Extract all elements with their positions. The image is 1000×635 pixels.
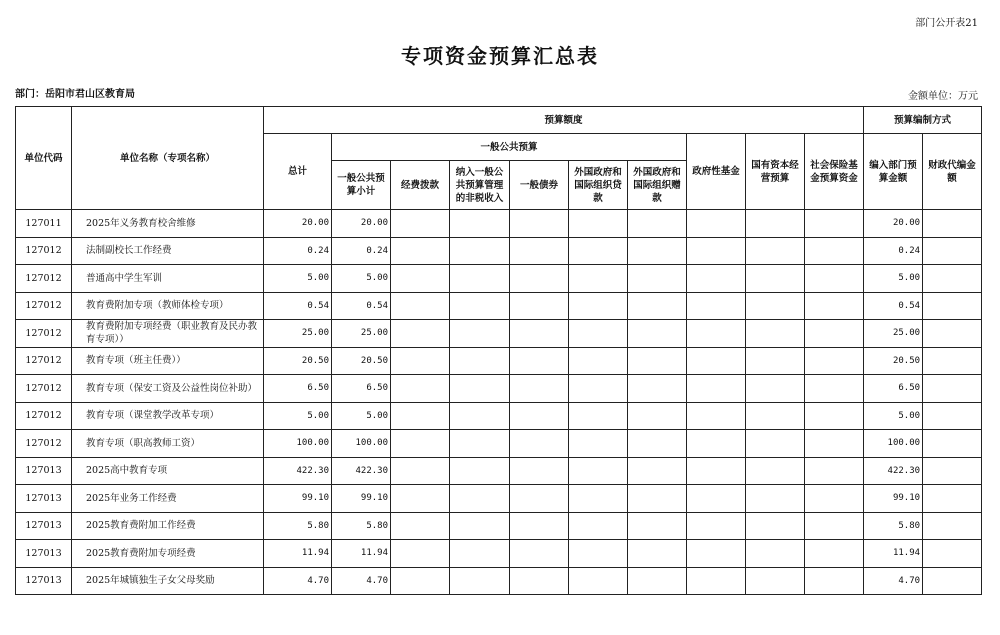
cell-total: 5.00 [264, 402, 332, 430]
cell-appropriation [391, 265, 450, 293]
cell-unit-name: 2025年城镇独生子女父母奖励 [72, 567, 264, 595]
cell-nontax-income [450, 567, 510, 595]
cell-social-insurance [805, 292, 864, 320]
cell-social-insurance [805, 457, 864, 485]
cell-foreign-grants [628, 485, 687, 513]
page-title: 专项资金预算汇总表 [401, 44, 599, 68]
cell-nontax-income [450, 402, 510, 430]
cell-gov-fund [687, 430, 746, 458]
cell-state-capital [746, 485, 805, 513]
cell-finance-agency [923, 457, 982, 485]
cell-general-debt [510, 320, 569, 348]
cell-social-insurance [805, 265, 864, 293]
cell-dept-budget: 0.24 [864, 237, 923, 265]
cell-gov-fund [687, 457, 746, 485]
cell-general-debt [510, 430, 569, 458]
cell-social-insurance [805, 430, 864, 458]
cell-social-insurance [805, 512, 864, 540]
table-row [16, 567, 982, 595]
header-foreign-grants: 外国政府和国际组织赠款 [628, 161, 687, 210]
cell-unit-code: 127012 [16, 320, 72, 348]
cell-gpb-subtotal: 4.70 [332, 567, 391, 595]
cell-foreign-grants [628, 512, 687, 540]
cell-nontax-income [450, 485, 510, 513]
cell-unit-code: 127012 [16, 265, 72, 293]
cell-state-capital [746, 210, 805, 238]
cell-gpb-subtotal: 20.50 [332, 347, 391, 375]
cell-foreign-loans [569, 210, 628, 238]
cell-finance-agency [923, 430, 982, 458]
cell-gpb-subtotal: 5.00 [332, 265, 391, 293]
cell-social-insurance [805, 347, 864, 375]
cell-finance-agency [923, 210, 982, 238]
cell-appropriation [391, 320, 450, 348]
cell-unit-code: 127012 [16, 430, 72, 458]
cell-foreign-loans [569, 512, 628, 540]
cell-general-debt [510, 512, 569, 540]
cell-foreign-loans [569, 567, 628, 595]
cell-total: 4.70 [264, 567, 332, 595]
cell-social-insurance [805, 237, 864, 265]
cell-unit-name: 普通高中学生军训 [72, 265, 264, 293]
cell-foreign-grants [628, 540, 687, 568]
cell-total: 100.00 [264, 430, 332, 458]
cell-gov-fund [687, 512, 746, 540]
cell-foreign-grants [628, 567, 687, 595]
cell-unit-name: 教育费附加专项经费（职业教育及民办教育专项）） [72, 320, 264, 348]
cell-social-insurance [805, 375, 864, 403]
cell-total: 20.00 [264, 210, 332, 238]
table-row [16, 237, 982, 265]
cell-foreign-loans [569, 540, 628, 568]
cell-finance-agency [923, 402, 982, 430]
cell-foreign-loans [569, 457, 628, 485]
cell-state-capital [746, 540, 805, 568]
header-unit-name: 单位名称（专项名称） [72, 107, 264, 210]
cell-total: 25.00 [264, 320, 332, 348]
table-row [16, 347, 982, 375]
cell-unit-code: 127012 [16, 347, 72, 375]
amount-unit-label: 金额单位：万元 [908, 91, 978, 102]
cell-finance-agency [923, 320, 982, 348]
header-appropriation: 经费拨款 [391, 161, 450, 210]
cell-nontax-income [450, 292, 510, 320]
cell-finance-agency [923, 237, 982, 265]
cell-total: 5.80 [264, 512, 332, 540]
cell-state-capital [746, 237, 805, 265]
cell-state-capital [746, 402, 805, 430]
cell-dept-budget: 4.70 [864, 567, 923, 595]
cell-general-debt [510, 237, 569, 265]
cell-gpb-subtotal: 99.10 [332, 485, 391, 513]
cell-finance-agency [923, 567, 982, 595]
cell-state-capital [746, 430, 805, 458]
cell-appropriation [391, 567, 450, 595]
cell-nontax-income [450, 320, 510, 348]
cell-foreign-loans [569, 375, 628, 403]
header-total: 总计 [264, 134, 332, 210]
header-general-public-budget: 一般公共预算 [332, 134, 687, 161]
cell-general-debt [510, 567, 569, 595]
cell-dept-budget: 5.00 [864, 265, 923, 293]
cell-gov-fund [687, 375, 746, 403]
cell-foreign-loans [569, 292, 628, 320]
table-row [16, 320, 982, 348]
cell-dept-budget: 11.94 [864, 540, 923, 568]
header-budget-amount: 预算额度 [264, 107, 864, 134]
cell-nontax-income [450, 457, 510, 485]
cell-general-debt [510, 485, 569, 513]
cell-gov-fund [687, 265, 746, 293]
cell-state-capital [746, 375, 805, 403]
cell-unit-code: 127012 [16, 375, 72, 403]
table-row [16, 375, 982, 403]
cell-appropriation [391, 512, 450, 540]
cell-appropriation [391, 292, 450, 320]
page-label: 部门公开表21 [915, 18, 978, 29]
cell-dept-budget: 100.00 [864, 430, 923, 458]
table-row [16, 402, 982, 430]
cell-total: 422.30 [264, 457, 332, 485]
table-row [16, 512, 982, 540]
cell-unit-name: 教育专项（职高教师工资） [72, 430, 264, 458]
cell-nontax-income [450, 237, 510, 265]
cell-general-debt [510, 210, 569, 238]
department-label: 部门：岳阳市君山区教育局 [15, 89, 135, 100]
table-row [16, 457, 982, 485]
cell-foreign-grants [628, 210, 687, 238]
header-foreign-loans: 外国政府和国际组织贷款 [569, 161, 628, 210]
cell-unit-name: 2025教育费附加专项经费 [72, 540, 264, 568]
cell-social-insurance [805, 567, 864, 595]
cell-appropriation [391, 237, 450, 265]
cell-total: 0.24 [264, 237, 332, 265]
cell-dept-budget: 20.50 [864, 347, 923, 375]
header-dept-budget: 编入部门预算金额 [864, 134, 923, 210]
cell-finance-agency [923, 292, 982, 320]
cell-nontax-income [450, 540, 510, 568]
cell-social-insurance [805, 540, 864, 568]
cell-unit-code: 127012 [16, 237, 72, 265]
cell-unit-code: 127012 [16, 292, 72, 320]
cell-state-capital [746, 292, 805, 320]
table-row [16, 430, 982, 458]
cell-gov-fund [687, 347, 746, 375]
cell-nontax-income [450, 512, 510, 540]
cell-unit-name: 教育专项（课堂教学改革专项） [72, 402, 264, 430]
cell-gpb-subtotal: 5.80 [332, 512, 391, 540]
cell-unit-name: 教育专项（班主任费）） [72, 347, 264, 375]
cell-unit-name: 教育专项（保安工资及公益性岗位补助） [72, 375, 264, 403]
table-body [16, 210, 982, 595]
header-budget-method: 预算编制方式 [864, 107, 982, 134]
cell-appropriation [391, 430, 450, 458]
cell-appropriation [391, 540, 450, 568]
cell-state-capital [746, 567, 805, 595]
cell-nontax-income [450, 265, 510, 293]
cell-gov-fund [687, 540, 746, 568]
cell-gpb-subtotal: 25.00 [332, 320, 391, 348]
cell-appropriation [391, 210, 450, 238]
cell-foreign-loans [569, 320, 628, 348]
header-social-insurance: 社会保险基金预算资金 [805, 134, 864, 210]
cell-state-capital [746, 457, 805, 485]
cell-foreign-loans [569, 485, 628, 513]
cell-foreign-grants [628, 402, 687, 430]
cell-gov-fund [687, 292, 746, 320]
cell-appropriation [391, 347, 450, 375]
cell-general-debt [510, 457, 569, 485]
cell-unit-code: 127013 [16, 512, 72, 540]
cell-general-debt [510, 375, 569, 403]
cell-finance-agency [923, 485, 982, 513]
cell-finance-agency [923, 540, 982, 568]
cell-unit-code: 127013 [16, 540, 72, 568]
cell-foreign-loans [569, 402, 628, 430]
header-unit-code: 单位代码 [16, 107, 72, 210]
cell-finance-agency [923, 375, 982, 403]
cell-finance-agency [923, 512, 982, 540]
table-row [16, 292, 982, 320]
cell-general-debt [510, 292, 569, 320]
cell-foreign-loans [569, 347, 628, 375]
cell-total: 99.10 [264, 485, 332, 513]
cell-unit-name: 2025高中教育专项 [72, 457, 264, 485]
cell-unit-code: 127013 [16, 485, 72, 513]
cell-nontax-income [450, 430, 510, 458]
cell-gov-fund [687, 567, 746, 595]
cell-foreign-loans [569, 237, 628, 265]
cell-unit-name: 法制副校长工作经费 [72, 237, 264, 265]
cell-social-insurance [805, 210, 864, 238]
header-nontax-income: 纳入一般公共预算管理的非税收入 [450, 161, 510, 210]
cell-unit-name: 2025年业务工作经费 [72, 485, 264, 513]
header-state-capital: 国有资本经营预算 [746, 134, 805, 210]
cell-state-capital [746, 512, 805, 540]
cell-gpb-subtotal: 0.24 [332, 237, 391, 265]
cell-unit-code: 127012 [16, 402, 72, 430]
cell-foreign-grants [628, 347, 687, 375]
cell-dept-budget: 422.30 [864, 457, 923, 485]
cell-gov-fund [687, 237, 746, 265]
cell-total: 0.54 [264, 292, 332, 320]
cell-unit-name: 2025年义务教育校舍维修 [72, 210, 264, 238]
cell-dept-budget: 20.00 [864, 210, 923, 238]
cell-general-debt [510, 402, 569, 430]
cell-foreign-grants [628, 292, 687, 320]
cell-foreign-grants [628, 430, 687, 458]
cell-foreign-grants [628, 457, 687, 485]
cell-state-capital [746, 265, 805, 293]
cell-gpb-subtotal: 5.00 [332, 402, 391, 430]
header-finance-agency: 财政代编金额 [923, 134, 982, 210]
cell-gpb-subtotal: 11.94 [332, 540, 391, 568]
cell-finance-agency [923, 265, 982, 293]
cell-nontax-income [450, 375, 510, 403]
cell-foreign-grants [628, 237, 687, 265]
table-row [16, 265, 982, 293]
cell-foreign-grants [628, 265, 687, 293]
cell-unit-code: 127011 [16, 210, 72, 238]
table-row [16, 485, 982, 513]
cell-appropriation [391, 402, 450, 430]
cell-gov-fund [687, 485, 746, 513]
cell-gpb-subtotal: 0.54 [332, 292, 391, 320]
cell-social-insurance [805, 320, 864, 348]
cell-state-capital [746, 320, 805, 348]
cell-dept-budget: 25.00 [864, 320, 923, 348]
header-gov-fund: 政府性基金 [687, 134, 746, 210]
cell-social-insurance [805, 485, 864, 513]
cell-appropriation [391, 375, 450, 403]
budget-table [15, 106, 982, 595]
cell-unit-code: 127013 [16, 457, 72, 485]
cell-total: 11.94 [264, 540, 332, 568]
cell-unit-name: 教育费附加专项（教师体检专项） [72, 292, 264, 320]
header-gpb-subtotal: 一般公共预算小计 [332, 161, 391, 210]
cell-appropriation [391, 485, 450, 513]
cell-state-capital [746, 347, 805, 375]
cell-total: 6.50 [264, 375, 332, 403]
cell-total: 20.50 [264, 347, 332, 375]
cell-gpb-subtotal: 6.50 [332, 375, 391, 403]
cell-gpb-subtotal: 100.00 [332, 430, 391, 458]
cell-general-debt [510, 347, 569, 375]
cell-foreign-grants [628, 375, 687, 403]
cell-nontax-income [450, 347, 510, 375]
cell-nontax-income [450, 210, 510, 238]
cell-gov-fund [687, 320, 746, 348]
cell-social-insurance [805, 402, 864, 430]
cell-dept-budget: 99.10 [864, 485, 923, 513]
cell-gov-fund [687, 210, 746, 238]
cell-finance-agency [923, 347, 982, 375]
cell-unit-name: 2025教育费附加工作经费 [72, 512, 264, 540]
header-general-debt: 一般债券 [510, 161, 569, 210]
cell-dept-budget: 5.00 [864, 402, 923, 430]
cell-appropriation [391, 457, 450, 485]
cell-gov-fund [687, 402, 746, 430]
table-row [16, 210, 982, 238]
cell-foreign-loans [569, 265, 628, 293]
cell-general-debt [510, 540, 569, 568]
cell-gpb-subtotal: 422.30 [332, 457, 391, 485]
cell-dept-budget: 6.50 [864, 375, 923, 403]
cell-dept-budget: 5.80 [864, 512, 923, 540]
cell-gpb-subtotal: 20.00 [332, 210, 391, 238]
cell-unit-code: 127013 [16, 567, 72, 595]
cell-total: 5.00 [264, 265, 332, 293]
table-row [16, 540, 982, 568]
cell-dept-budget: 0.54 [864, 292, 923, 320]
cell-foreign-grants [628, 320, 687, 348]
cell-general-debt [510, 265, 569, 293]
cell-foreign-loans [569, 430, 628, 458]
